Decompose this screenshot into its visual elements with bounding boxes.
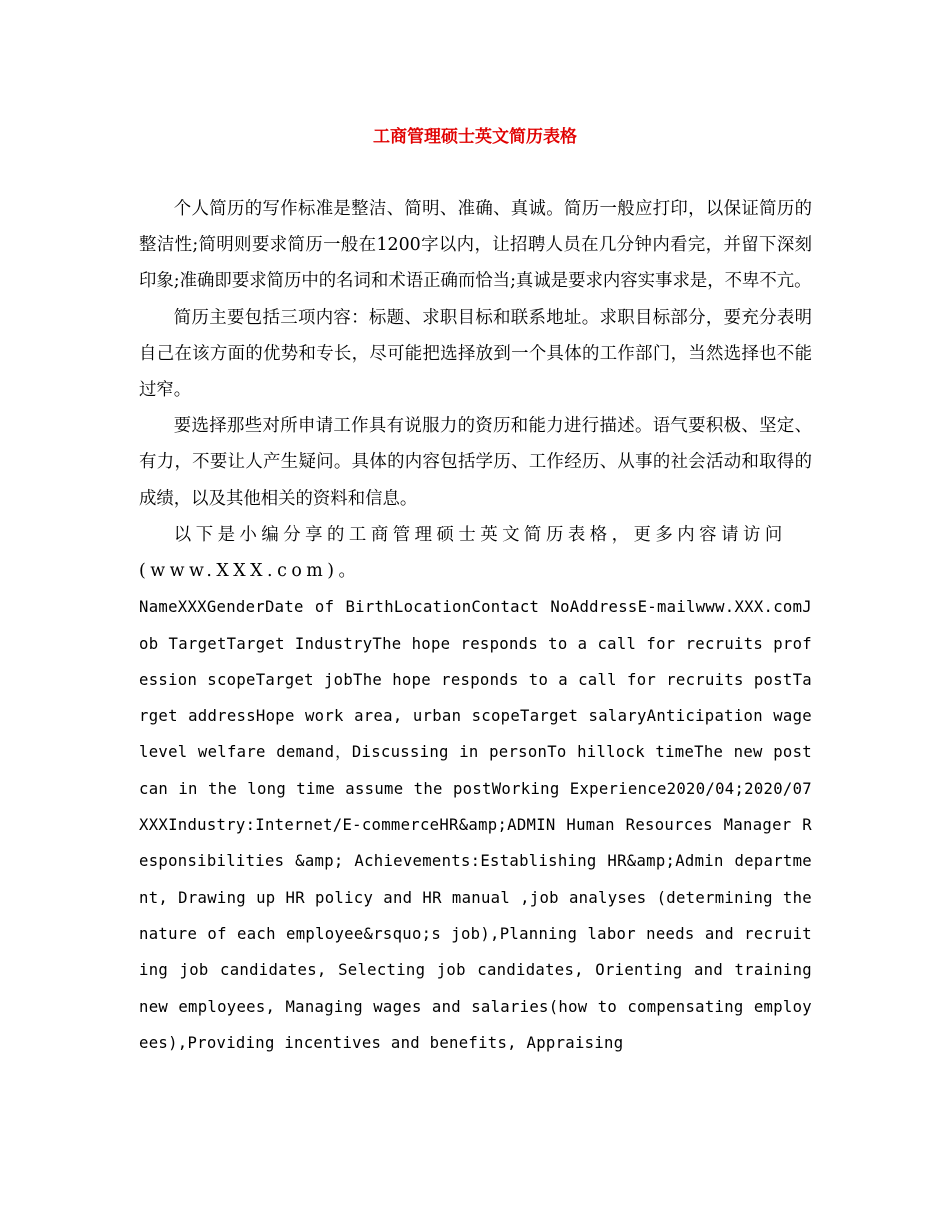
paragraph-qualifications: 要选择那些对所申请工作具有说服力的资历和能力进行描述。语气要积极、坚定、有力，不要让人产生疑问。具体的内容包括学历、工作经历、从事的社会活动和取得的成绩，以及其他相关的资料和信息。 bbox=[139, 416, 812, 509]
resume-english-text: NameXXXGenderDate of BirthLocationContact NoAddressE-mailwww.XXX.comJob TargetTarget IndustryThe hope responds to a call for recruits profession scopeTarget jobThe hope responds to a call for recruits postTarget addressHope work area, urban scopeTarget salaryAnticipation wage level welfare demand，Discussing in personTo hillock timeThe new post can in the long time assume the postWorking Experience2020/04;2020/07XXXIndustry:Internet/E-commerceHR&amp;ADMIN Human Resources Manager Responsibilities &amp; Achievements:Establishing HR&amp;Admin department, Drawing up HR policy and HR manual ,job analyses (determining the nature of each employee&rsquo;s job),Planning labor needs and recruiting job candidates, Selecting job candidates, Orienting and training new employees, Managing wages and salaries(how to compensating employees),Providing incentives and benefits, Appraising bbox=[139, 598, 812, 1052]
document-body bbox=[139, 191, 812, 1061]
paragraph-resume-contents: 简历主要包括三项内容：标题、求职目标和联系地址。求职目标部分，要充分表明自己在该方面的优势和专长，尽可能把选择放到一个具体的工作部门，当然选择也不能过窄。 bbox=[139, 307, 812, 401]
document-title: 工商管理硕士英文简历表格 bbox=[373, 127, 577, 147]
paragraph-intro-link: 以下是小编分享的工商管理硕士英文简历表格，更多内容请访问(www.XXX.com)。 bbox=[139, 524, 787, 582]
paragraph-writing-standard: 个人简历的写作标准是整洁、简明、准确、真诚。简历一般应打印，以保证简历的整洁性;简明则要求简历一般在1200字以内，让招聘人员在几分钟内看完，并留下深刻印象;准确即要求简历中的名词和术语正确而恰当;真诚是要求内容实事求是，不卑不亢。 bbox=[139, 199, 812, 292]
